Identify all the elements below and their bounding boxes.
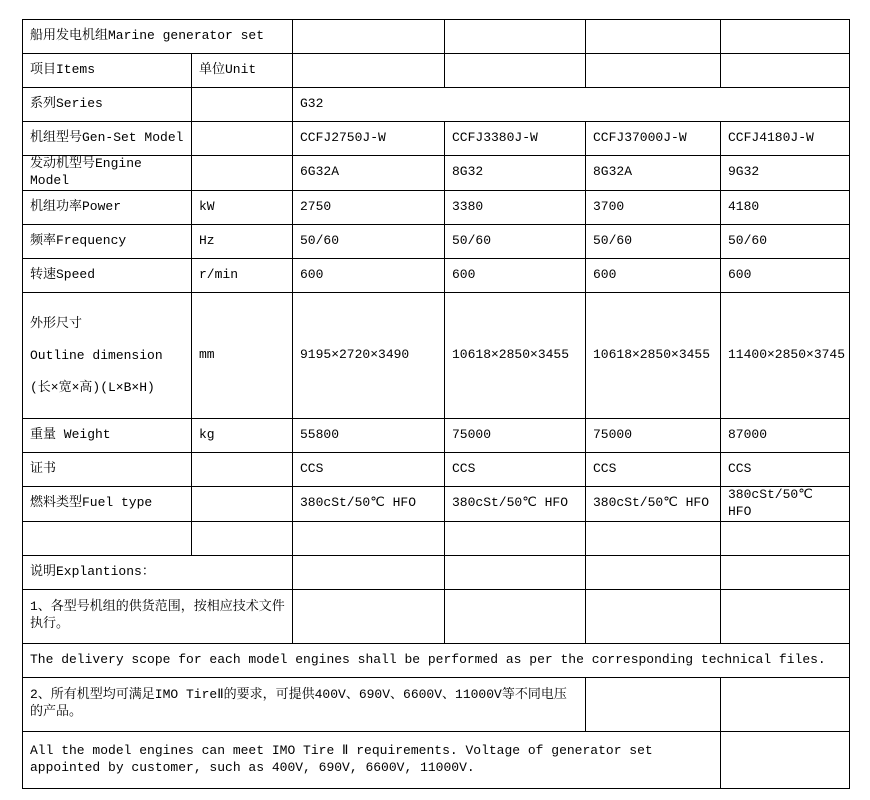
certificate-label: 证书 bbox=[23, 452, 192, 486]
row-note2-zh bbox=[23, 677, 850, 731]
empty-cell bbox=[721, 20, 850, 54]
dimension-value: 10618×2850×3455 bbox=[445, 292, 586, 418]
explanations-label: 说明Explantions： bbox=[23, 555, 293, 589]
fuel-type-value: 380cSt/50℃ HFO bbox=[293, 486, 445, 521]
empty-cell bbox=[192, 88, 293, 122]
weight-unit: kg bbox=[192, 418, 293, 452]
row-items-unit bbox=[23, 54, 850, 88]
empty-cell bbox=[293, 589, 445, 643]
power-unit: kW bbox=[192, 190, 293, 224]
weight-label: 重量 Weight bbox=[23, 418, 192, 452]
empty-cell bbox=[445, 20, 586, 54]
dimension-value: 10618×2850×3455 bbox=[586, 292, 721, 418]
empty-cell bbox=[293, 521, 445, 555]
engine-model-value: 8G32A bbox=[586, 156, 721, 191]
frequency-value: 50/60 bbox=[445, 224, 586, 258]
fuel-type-value: 380cSt/50℃ HFO bbox=[721, 486, 850, 521]
weight-value: 75000 bbox=[445, 418, 586, 452]
weight-value: 55800 bbox=[293, 418, 445, 452]
marine-set-title: 船用发电机组Marine generator set bbox=[23, 20, 293, 54]
dimension-value: 9195×2720×3490 bbox=[293, 292, 445, 418]
marine-generator-spec-table bbox=[22, 19, 850, 789]
row-explanations-header bbox=[23, 555, 850, 589]
empty-cell bbox=[586, 54, 721, 88]
row-note2-en bbox=[23, 731, 850, 788]
row-dimension bbox=[23, 292, 850, 418]
frequency-label: 频率Frequency bbox=[23, 224, 192, 258]
power-value: 3380 bbox=[445, 190, 586, 224]
certificate-value: CCS bbox=[445, 452, 586, 486]
dimension-label bbox=[23, 292, 192, 418]
series-value: G32 bbox=[293, 88, 850, 122]
dimension-label-en: Outline dimension bbox=[30, 347, 163, 363]
power-value: 4180 bbox=[721, 190, 850, 224]
genset-model-label: 机组型号Gen-Set Model bbox=[23, 122, 192, 156]
dimension-label-zh: 外形尺寸 bbox=[30, 315, 83, 331]
empty-cell bbox=[192, 156, 293, 191]
frequency-value: 50/60 bbox=[721, 224, 850, 258]
speed-value: 600 bbox=[445, 258, 586, 292]
dimension-value: 11400×2850×3745 bbox=[721, 292, 850, 418]
row-weight bbox=[23, 418, 850, 452]
speed-unit: r/min bbox=[192, 258, 293, 292]
row-series bbox=[23, 88, 850, 122]
speed-value: 600 bbox=[293, 258, 445, 292]
note1-zh-text: 1、各型号机组的供货范围，按相应技术文件执行。 bbox=[23, 589, 293, 643]
speed-label: 转速Speed bbox=[23, 258, 192, 292]
dimension-label-formula: (长×宽×高)(L×B×H) bbox=[30, 379, 155, 395]
empty-cell bbox=[721, 589, 850, 643]
empty-cell bbox=[586, 589, 721, 643]
empty-cell bbox=[721, 521, 850, 555]
engine-model-value: 6G32A bbox=[293, 156, 445, 191]
empty-cell bbox=[586, 677, 721, 731]
empty-cell bbox=[586, 20, 721, 54]
dimension-unit: mm bbox=[192, 292, 293, 418]
note2-en-text: All the model engines can meet IMO Tire Ⅱ requirements. Voltage of generator set appointed by customer, such as 400V, 690V, 6600V, 11000V. bbox=[23, 731, 721, 788]
frequency-value: 50/60 bbox=[586, 224, 721, 258]
weight-value: 75000 bbox=[586, 418, 721, 452]
empty-cell bbox=[192, 122, 293, 156]
empty-cell bbox=[445, 54, 586, 88]
genset-model-value: CCFJ2750J-W bbox=[293, 122, 445, 156]
note2-zh-text: 2、所有机型均可满足IMO TireⅡ的要求，可提供400V、690V、6600V、11000V等不同电压的产品。 bbox=[23, 677, 586, 731]
series-label: 系列Series bbox=[23, 88, 192, 122]
row-note1-en bbox=[23, 643, 850, 677]
genset-model-value: CCFJ4180J-W bbox=[721, 122, 850, 156]
power-label: 机组功率Power bbox=[23, 190, 192, 224]
empty-cell bbox=[586, 521, 721, 555]
weight-value: 87000 bbox=[721, 418, 850, 452]
speed-value: 600 bbox=[586, 258, 721, 292]
certificate-value: CCS bbox=[586, 452, 721, 486]
row-certificate bbox=[23, 452, 850, 486]
empty-cell bbox=[445, 521, 586, 555]
row-genset-model bbox=[23, 122, 850, 156]
engine-model-value: 8G32 bbox=[445, 156, 586, 191]
empty-cell bbox=[721, 731, 850, 788]
empty-cell bbox=[721, 555, 850, 589]
engine-model-value: 9G32 bbox=[721, 156, 850, 191]
row-speed bbox=[23, 258, 850, 292]
row-spacer bbox=[23, 521, 850, 555]
empty-cell bbox=[192, 452, 293, 486]
speed-value: 600 bbox=[721, 258, 850, 292]
row-marine-set bbox=[23, 20, 850, 54]
empty-cell bbox=[23, 521, 192, 555]
row-frequency bbox=[23, 224, 850, 258]
empty-cell bbox=[192, 521, 293, 555]
power-value: 3700 bbox=[586, 190, 721, 224]
certificate-value: CCS bbox=[721, 452, 850, 486]
frequency-unit: Hz bbox=[192, 224, 293, 258]
fuel-type-label: 燃料类型Fuel type bbox=[23, 486, 192, 521]
empty-cell bbox=[192, 486, 293, 521]
row-power bbox=[23, 190, 850, 224]
empty-cell bbox=[293, 54, 445, 88]
fuel-type-value: 380cSt/50℃ HFO bbox=[586, 486, 721, 521]
fuel-type-value: 380cSt/50℃ HFO bbox=[445, 486, 586, 521]
empty-cell bbox=[293, 555, 445, 589]
frequency-value: 50/60 bbox=[293, 224, 445, 258]
genset-model-value: CCFJ3380J-W bbox=[445, 122, 586, 156]
unit-header: 单位Unit bbox=[192, 54, 293, 88]
empty-cell bbox=[586, 555, 721, 589]
row-note1-zh bbox=[23, 589, 850, 643]
row-fuel-type bbox=[23, 486, 850, 521]
engine-model-label: 发动机型号Engine Model bbox=[23, 156, 192, 191]
empty-cell bbox=[445, 589, 586, 643]
empty-cell bbox=[721, 54, 850, 88]
power-value: 2750 bbox=[293, 190, 445, 224]
certificate-value: CCS bbox=[293, 452, 445, 486]
empty-cell bbox=[293, 20, 445, 54]
empty-cell bbox=[445, 555, 586, 589]
genset-model-value: CCFJ37000J-W bbox=[586, 122, 721, 156]
note1-en-text: The delivery scope for each model engines shall be performed as per the corresponding technical files. bbox=[23, 643, 850, 677]
empty-cell bbox=[721, 677, 850, 731]
row-engine-model bbox=[23, 156, 850, 191]
items-header: 项目Items bbox=[23, 54, 192, 88]
